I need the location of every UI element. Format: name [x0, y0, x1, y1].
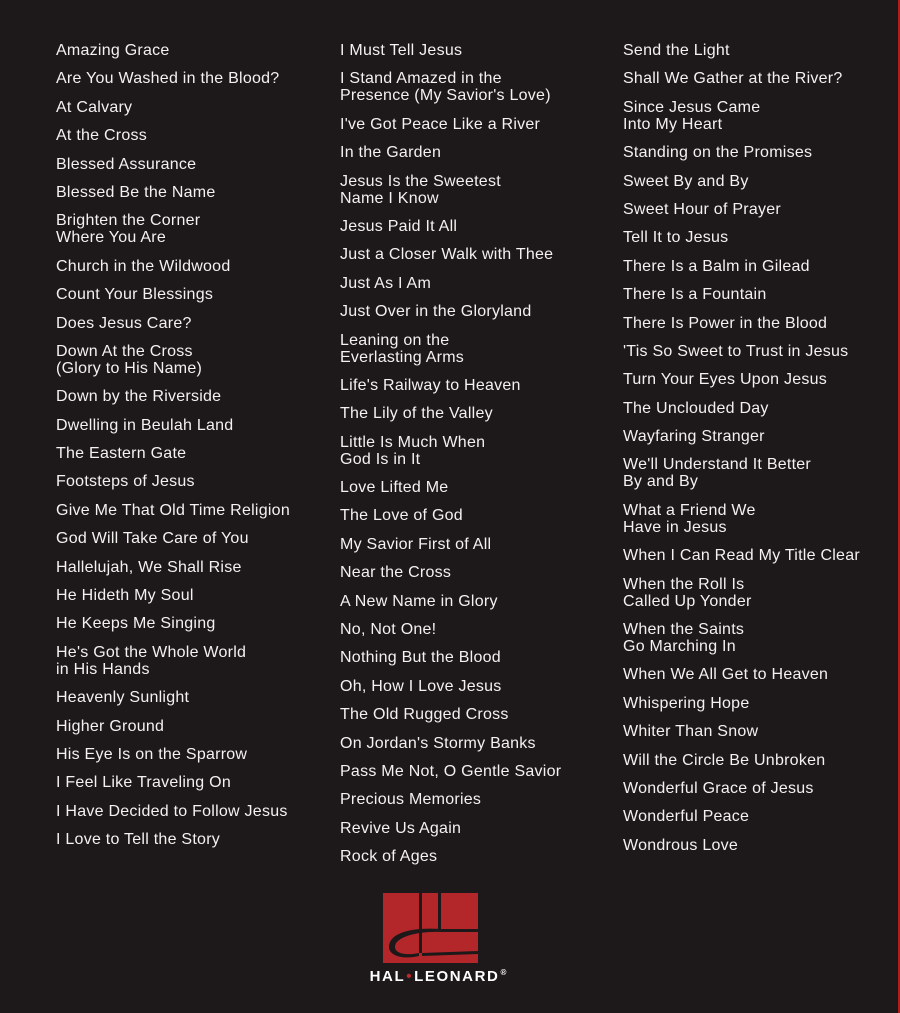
- song-title: Jesus Paid It All: [340, 217, 458, 235]
- song-title: I Have Decided to Follow Jesus: [56, 802, 288, 820]
- song-title: There Is Power in the Blood: [623, 314, 828, 332]
- publisher-separator: •: [406, 968, 414, 985]
- song-title: Footsteps of Jesus: [56, 473, 195, 491]
- song-title: Wonderful Peace: [623, 808, 750, 826]
- song-title: Wondrous Love: [623, 836, 739, 854]
- song-title: The Lily of the Valley: [340, 405, 493, 423]
- song-title: Jesus Is the Sweetest Name I Know: [340, 172, 501, 207]
- song-title: When the Saints Go Marching In: [623, 621, 745, 656]
- song-title: Heavenly Sunlight: [56, 689, 190, 707]
- song-title: Rock of Ages: [340, 848, 438, 866]
- song-title: Revive Us Again: [340, 819, 462, 837]
- song-title: The Unclouded Day: [623, 399, 769, 417]
- song-title: Life's Railway to Heaven: [340, 376, 521, 394]
- song-title: I've Got Peace Like a River: [340, 115, 541, 133]
- song-title: Higher Ground: [56, 717, 165, 735]
- song-title: Nothing But the Blood: [340, 649, 501, 667]
- song-title: There Is a Balm in Gilead: [623, 257, 810, 275]
- song-title: Down At the Cross (Glory to His Name): [56, 342, 203, 377]
- song-title: Brighten the Corner Where You Are: [56, 212, 201, 247]
- song-title: Church in the Wildwood: [56, 257, 231, 275]
- song-title: 'Tis So Sweet to Trust in Jesus: [623, 342, 849, 360]
- song-title: Does Jesus Care?: [56, 314, 192, 332]
- publisher-name-part-2: LEONARD: [414, 968, 500, 985]
- song-title: His Eye Is on the Sparrow: [56, 745, 248, 763]
- song-title: God Will Take Care of You: [56, 530, 249, 548]
- song-title: Whispering Hope: [623, 694, 750, 712]
- song-title: I Must Tell Jesus: [340, 42, 463, 59]
- song-title: At Calvary: [56, 98, 133, 116]
- song-title: Dwelling in Beulah Land: [56, 416, 234, 434]
- song-list-column-3: [623, 42, 895, 865]
- song-title: There Is a Fountain: [623, 286, 767, 304]
- song-title: When the Roll Is Called Up Yonder: [623, 575, 752, 610]
- hal-leonard-logo-icon: [383, 893, 478, 963]
- song-title: My Savior First of All: [340, 535, 492, 553]
- song-title: Just As I Am: [340, 274, 432, 292]
- song-title: At the Cross: [56, 127, 148, 145]
- song-title: Pass Me Not, O Gentle Savior: [340, 762, 562, 780]
- song-title: Near the Cross: [340, 564, 452, 582]
- song-title: The Old Rugged Cross: [340, 706, 509, 724]
- song-title: Give Me That Old Time Religion: [56, 501, 290, 519]
- song-title: Precious Memories: [340, 791, 482, 809]
- song-title: He's Got the Whole World in His Hands: [56, 643, 247, 678]
- song-title: Leaning on the Everlasting Arms: [340, 331, 465, 366]
- song-title: When I Can Read My Title Clear: [623, 547, 860, 565]
- song-title: Little Is Much When God Is in It: [340, 433, 486, 468]
- song-title: Wonderful Grace of Jesus: [623, 779, 814, 797]
- song-title: When We All Get to Heaven: [623, 666, 829, 684]
- song-title: Whiter Than Snow: [623, 723, 759, 741]
- publisher-name-part-1: HAL: [369, 968, 406, 985]
- song-title: Shall We Gather at the River?: [623, 70, 843, 88]
- song-title: Turn Your Eyes Upon Jesus: [623, 371, 827, 389]
- publisher-logo: [334, 893, 542, 993]
- song-title: No, Not One!: [340, 621, 437, 639]
- song-title: Since Jesus Came Into My Heart: [623, 98, 761, 133]
- song-title: Amazing Grace: [56, 42, 170, 59]
- song-title: Count Your Blessings: [56, 286, 214, 304]
- song-title: Tell It to Jesus: [623, 229, 729, 247]
- song-title: I Feel Like Traveling On: [56, 774, 231, 792]
- song-title: In the Garden: [340, 144, 442, 162]
- song-title: What a Friend We Have in Jesus: [623, 501, 756, 536]
- song-title: He Keeps Me Singing: [56, 615, 216, 633]
- song-title: He Hideth My Soul: [56, 587, 194, 605]
- song-title: Sweet Hour of Prayer: [623, 200, 781, 218]
- song-title: Wayfaring Stranger: [623, 428, 765, 446]
- song-title: Will the Circle Be Unbroken: [623, 751, 826, 769]
- song-title: Blessed Assurance: [56, 155, 197, 173]
- song-title: I Love to Tell the Story: [56, 831, 221, 849]
- song-title: Just Over in the Gloryland: [340, 303, 532, 321]
- song-title: Sweet By and By: [623, 172, 749, 190]
- song-title: Blessed Be the Name: [56, 183, 216, 201]
- song-title: Just a Closer Walk with Thee: [340, 246, 554, 264]
- song-title: I Stand Amazed in the Presence (My Savior's Love): [340, 70, 551, 105]
- song-title: A New Name in Glory: [340, 592, 498, 610]
- song-title: Oh, How I Love Jesus: [340, 677, 502, 695]
- registered-mark: ®: [500, 968, 507, 977]
- song-title: The Love of God: [340, 507, 463, 525]
- song-title: We'll Understand It Better By and By: [623, 456, 812, 491]
- song-title: Love Lifted Me: [340, 479, 449, 497]
- song-title: Standing on the Promises: [623, 144, 813, 162]
- song-title: Send the Light: [623, 42, 730, 59]
- song-title: Are You Washed in the Blood?: [56, 70, 280, 88]
- publisher-name: [334, 968, 542, 985]
- song-title: Down by the Riverside: [56, 388, 222, 406]
- song-title: On Jordan's Stormy Banks: [340, 734, 536, 752]
- song-list-column-2: [340, 42, 618, 877]
- song-title: Hallelujah, We Shall Rise: [56, 558, 242, 576]
- song-title: The Eastern Gate: [56, 445, 187, 463]
- song-list-column-1: [56, 42, 331, 860]
